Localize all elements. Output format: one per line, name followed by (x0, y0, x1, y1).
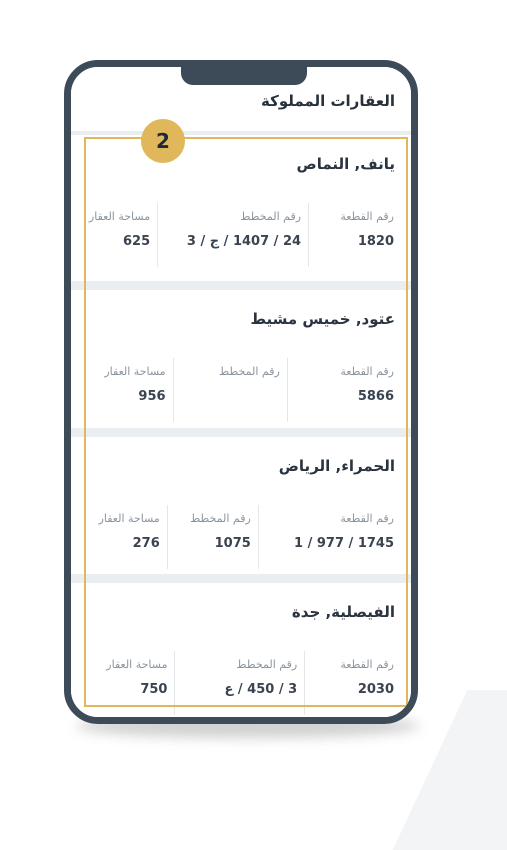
property-location: يانف, النماص (296, 155, 395, 173)
area-cell (71, 358, 173, 422)
property-details (71, 203, 401, 267)
parcel-cell (304, 651, 401, 715)
parcel-label: رقم القطعة (340, 512, 394, 525)
plan-value: 24 / 1407 / ج / 3 (186, 234, 302, 249)
phone-frame (64, 60, 418, 724)
parcel-cell (287, 358, 401, 422)
plan-cell (174, 651, 304, 715)
parcel-cell (258, 505, 401, 569)
plan-cell (173, 358, 287, 422)
area-cell (71, 651, 174, 715)
property-card[interactable] (71, 290, 411, 428)
property-location: عتود, خميس مشيط (250, 310, 395, 328)
property-location: الفيصلية, جدة (291, 603, 395, 621)
area-cell (71, 505, 167, 569)
plan-cell (157, 203, 308, 267)
parcel-value: 5866 (357, 389, 394, 404)
parcel-value: 1745 / 977 / 1 (294, 536, 394, 551)
area-label: مساحة العقار (98, 512, 160, 525)
area-value: 956 (138, 389, 166, 404)
parcel-cell (308, 203, 401, 267)
property-details (71, 505, 401, 569)
parcel-value: 1820 (357, 234, 394, 249)
area-label: مساحة العقار (88, 210, 151, 223)
area-value: 276 (132, 536, 160, 551)
step-badge: 2 (141, 119, 185, 163)
property-card[interactable] (71, 135, 411, 281)
plan-cell (167, 505, 258, 569)
plan-value: 1075 (214, 536, 251, 551)
page-title: العقارات المملوكة (261, 92, 395, 110)
phone-notch (181, 63, 307, 85)
property-card[interactable] (71, 583, 411, 724)
area-value: 625 (122, 234, 151, 249)
plan-label: رقم المخطط (240, 210, 302, 223)
parcel-label: رقم القطعة (340, 658, 394, 671)
parcel-label: رقم القطعة (340, 210, 394, 223)
area-value: 750 (140, 682, 168, 697)
property-location: الحمراء, الرياض (278, 457, 395, 475)
parcel-value: 2030 (357, 682, 394, 697)
property-card[interactable] (71, 437, 411, 574)
property-details (71, 358, 401, 422)
plan-label: رقم المخطط (219, 365, 280, 378)
parcel-label: رقم القطعة (340, 365, 394, 378)
properties-list (71, 135, 411, 724)
plan-label: رقم المخطط (190, 512, 251, 525)
area-label: مساحة العقار (106, 658, 168, 671)
property-details (71, 651, 401, 715)
plan-value: 3 / 450 / ع (224, 682, 298, 697)
app-screen (71, 67, 411, 717)
area-cell (71, 203, 157, 267)
area-label: مساحة العقار (104, 365, 166, 378)
plan-label: رقم المخطط (236, 658, 298, 671)
